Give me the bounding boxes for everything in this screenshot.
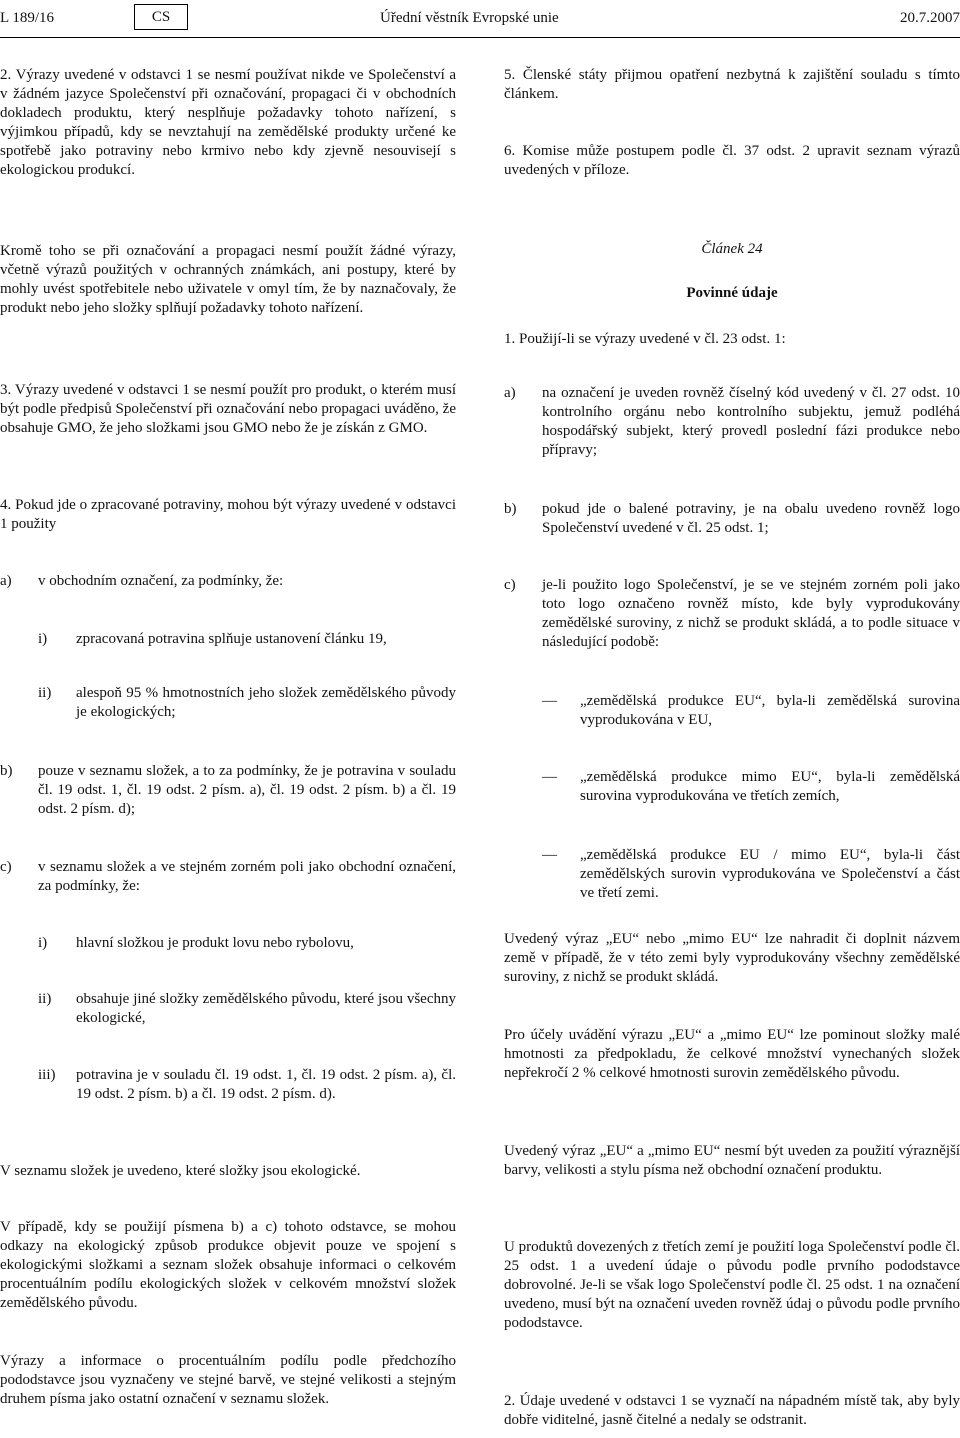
item-text: zpracovaná potravina splňuje ustanovení článku 19, <box>76 631 387 647</box>
item-label: a) <box>0 573 12 589</box>
paragraph-2-visible: 2. Údaje uvedené v odstavci 1 se vyznačí na nápadném místě tak, aby byly dobře viditelné, jasně čitelné a nedaly se odstranit. <box>504 1393 960 1428</box>
item-label: a) <box>504 385 516 401</box>
item-label: b) <box>504 501 517 517</box>
item-text: pokud jde o balené potraviny, je na obalu uvedeno rovněž logo Společenství uvedené v čl. 25 odst. 1; <box>542 501 960 536</box>
publication-date: 20.7.2007 <box>900 10 960 26</box>
paragraph-case: V případě, kdy se použijí písmena b) a c) tohoto odstavce, se mohou odkazy na ekologický způsob produkce objevit pouze ve spojení s ekologickými složkami a seznam složek obsahuje informaci o celkovém procentuálním podílu ekologických složek v celkovém množství složek zemědělského původu. <box>0 1219 456 1311</box>
item-text: v obchodním označení, za podmínky, že: <box>38 573 284 589</box>
item-label: c) <box>0 859 12 875</box>
item-text: na označení je uveden rovněž číselný kód uvedený v čl. 27 odst. 10 kontrolního orgánu nebo kontrolního subjektu, jemuž podléhá hospodářský subjekt, který provedl poslední fázi produkce nebo přípravy; <box>542 385 960 458</box>
item-text: „zemědělská produkce EU“, byla-li zemědělská surovina vyprodukována v EU, <box>580 693 960 728</box>
journal-title: Úřední věstník Evropské unie <box>380 10 559 26</box>
item-label: b) <box>0 763 13 779</box>
item-text: je-li použito logo Společenství, je se ve stejném zorném poli jako toto logo označeno rovněž místo, kde byly vyprodukovány zemědělské suroviny, z nichž se produkt skládá, a to podle situace v následující podobě: <box>542 577 960 650</box>
item-label: i) <box>38 935 48 951</box>
paragraph-4: 4. Pokud jde o zpracované potraviny, mohou být výrazy uvedené v odstavci 1 použity <box>0 497 456 532</box>
page-number: L 189/16 <box>0 10 55 26</box>
paragraph-eu-name: Uvedený výraz „EU“ nebo „mimo EU“ lze nahradit či doplnit názvem země v případě, že v této zemi byly vyprodukovány všechny zemědělské suroviny, z nichž se produkt skládá. <box>504 931 960 985</box>
item-text: pouze v seznamu složek, a to za podmínky, že je potravina v souladu čl. 19 odst. 1, čl. 19 odst. 2 písm. a), čl. 19 odst. 2 písm. b) a čl. 19 odst. 2 písm. d); <box>38 763 456 817</box>
item-label: i) <box>38 631 48 647</box>
paragraph-expressions: Výrazy a informace o procentuálním podílu podle předchozího pododstavce jsou vyznačeny ve stejné barvě, ve stejné velikosti a stejným druhem písma jako ostatní označení v seznamu složek. <box>0 1353 456 1407</box>
item-label: — <box>542 693 557 709</box>
item-text: alespoň 95 % hmotnostních jeho složek zemědělského původy je ekologických; <box>76 685 456 720</box>
paragraph-1: 1. Použijí-li se výrazy uvedené v čl. 23 odst. 1: <box>504 331 786 347</box>
item-text: obsahuje jiné složky zemědělského původu, které jsou všechny ekologické, <box>76 991 456 1026</box>
paragraph-ingredients: V seznamu složek je uvedeno, které složky jsou ekologické. <box>0 1163 361 1179</box>
journal-header <box>0 0 960 40</box>
item-label: — <box>542 769 557 785</box>
item-label: ii) <box>38 991 52 1007</box>
item-label: iii) <box>38 1067 56 1083</box>
item-label: c) <box>504 577 516 593</box>
item-text: „zemědělská produkce mimo EU“, byla-li zemědělská surovina vyprodukována ve třetích zemích, <box>580 769 960 804</box>
paragraph-2-continued: Kromě toho se při označování a propagaci nesmí použít žádné výrazy, včetně výrazů použitých v ochranných známkách, ani postupy, které by mohly uvést spotřebitele nebo uživatele v omyl tím, že by naznačovaly, že produkt nebo jeho složky splňují požadavky tohoto nařízení. <box>0 243 456 316</box>
paragraph-5: 5. Členské státy přijmou opatření nezbytná k zajištění souladu s tímto článkem. <box>504 67 960 102</box>
item-label: ii) <box>38 685 52 701</box>
paragraph-3: 3. Výrazy uvedené v odstavci 1 se nesmí použít pro produkt, o kterém musí být podle předpisů Společenství při označování nebo propagaci uváděno, že obsahuje GMO, že jeho složkami jsou GMO nebo že je získán z GMO. <box>0 382 456 436</box>
item-text: v seznamu složek a ve stejném zorném poli jako obchodní označení, za podmínky, že: <box>38 859 456 894</box>
item-text: potravina je v souladu čl. 19 odst. 1, čl. 19 odst. 2 písm. a), čl. 19 odst. 2 písm. b) a čl. 19 odst. 2 písm. d). <box>76 1067 456 1102</box>
header-rule <box>0 37 960 38</box>
paragraph-6: 6. Komise může postupem podle čl. 37 odst. 2 upravit seznam výrazů uvedených v příloze. <box>504 143 960 178</box>
paragraph-minor-ingredients: Pro účely uvádění výrazu „EU“ a „mimo EU“ lze pominout složky malé hmotnosti za předpokladu, že celkové množství vynechaných složek nepřekročí 2 % celkové hmotnosti surovin zemědělského původu. <box>504 1027 960 1081</box>
paragraph-imports: U produktů dovezených z třetích zemí je použití loga Společenství podle čl. 25 odst. 1 a uvedení údaje o původu podle prvního pododstavce dobrovolné. Je-li se však logo Společenství podle čl. 25 odst. 1 na označení uvedeno, musí být na označení uveden rovněž údaj o původu podle prvního pododstavce. <box>504 1239 960 1331</box>
paragraph-eu-prominence: Uvedený výraz „EU“ a „mimo EU“ nesmí být uveden za použití výraznější barvy, velikosti a stylu písma než obchodní označení produktu. <box>504 1143 960 1178</box>
article-number: Článek 24 <box>701 241 763 257</box>
article-title: Povinné údaje <box>686 285 778 301</box>
paragraph-2: 2. Výrazy uvedené v odstavci 1 se nesmí používat nikde ve Společenství a v žádném jazyce Společenství při označování, propagaci či v obchodních dokladech produktu, který nesplňuje požadavky tohoto nařízení, s výjimkou případů, kdy se nevztahují na zemědělské produkty určené ke spotřebě jako potraviny nebo krmivo nebo kdy zjevně nesouvisejí s ekologickou produkcí. <box>0 67 456 178</box>
item-label: — <box>542 847 557 863</box>
item-text: hlavní složkou je produkt lovu nebo rybolovu, <box>76 935 354 951</box>
language-badge: CS <box>134 4 188 30</box>
item-text: „zemědělská produkce EU / mimo EU“, byla-li část zemědělských surovin vyprodukována ve Společenství a část ve třetí zemi. <box>580 847 960 901</box>
